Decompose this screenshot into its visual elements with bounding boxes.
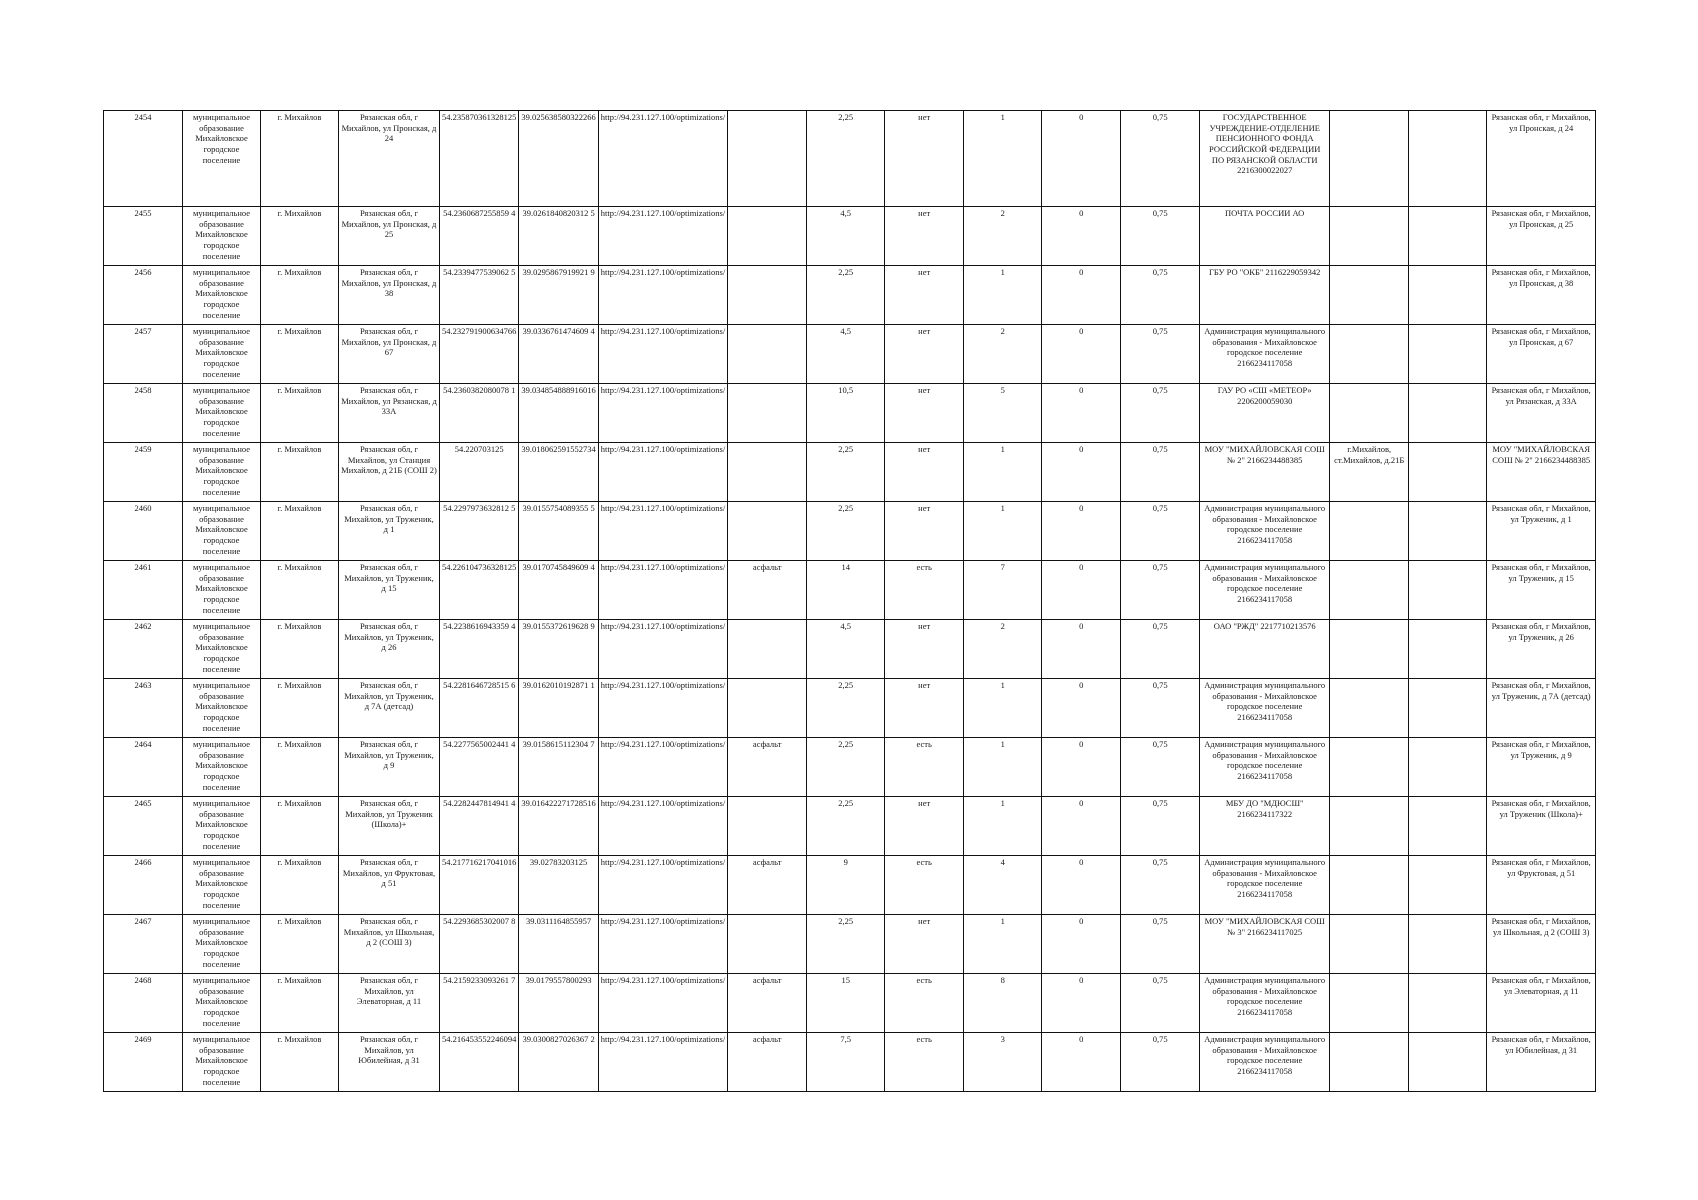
cell-id: 2460	[104, 502, 183, 561]
cell-city: г. Михайлов	[261, 443, 339, 502]
cell-owner: ГБУ РО "ОКБ" 2116229059342	[1200, 266, 1330, 325]
table-row	[104, 915, 1596, 974]
cell-source: Рязанская обл, г Михайлов, ул Пронская, д 24	[1487, 111, 1596, 207]
cell-owner-addr	[1330, 915, 1409, 974]
cell-mo: муниципальное образование Михайловское городское поселение	[183, 738, 261, 797]
cell-owner: МОУ "МИХАЙЛОВСКАЯ СОШ № 3" 2166234117025	[1200, 915, 1330, 974]
cell-cont: 1	[964, 915, 1042, 974]
cell-lon: 39.0162010192871 1	[519, 679, 598, 738]
cell-source: Рязанская обл, г Михайлов, ул Фруктовая, д 51	[1487, 856, 1596, 915]
cell-source: Рязанская обл, г Михайлов, ул Элеваторная, д 11	[1487, 974, 1596, 1033]
cell-owner: Администрация муниципального образования - Михайловское городское поселение 2166234117058	[1200, 679, 1330, 738]
cell-lon: 39.0295867919921 9	[519, 266, 598, 325]
cell-id: 2465	[104, 797, 183, 856]
cell-id: 2463	[104, 679, 183, 738]
cell-area: 4,5	[807, 325, 885, 384]
cell-mo: муниципальное образование Михайловское городское поселение	[183, 266, 261, 325]
cell-mo: муниципальное образование Михайловское городское поселение	[183, 679, 261, 738]
cell-area: 2,25	[807, 679, 885, 738]
cell-address: Рязанская обл, г Михайлов, ул Труженик, д 9	[339, 738, 440, 797]
cell-owner-addr	[1330, 111, 1409, 207]
cell-address: Рязанская обл, г Михайлов, ул Пронская, д 38	[339, 266, 440, 325]
cell-surface	[728, 325, 807, 384]
cell-area: 2,25	[807, 502, 885, 561]
cell-city: г. Михайлов	[261, 266, 339, 325]
cell-source: Рязанская обл, г Михайлов, ул Труженик, д 15	[1487, 561, 1596, 620]
cell-address: Рязанская обл, г Михайлов, ул Элеваторная, д 11	[339, 974, 440, 1033]
cell-cont2: 0	[1042, 915, 1121, 974]
cell-id: 2456	[104, 266, 183, 325]
cell-vol: 0,75	[1121, 1033, 1200, 1092]
cell-city: г. Михайлов	[261, 111, 339, 207]
cell-vol: 0,75	[1121, 207, 1200, 266]
cell-cont: 1	[964, 502, 1042, 561]
cell-surface: асфальт	[728, 738, 807, 797]
cell-cont: 1	[964, 111, 1042, 207]
cell-vol: 0,75	[1121, 266, 1200, 325]
cell-vol: 0,75	[1121, 679, 1200, 738]
cell-mo: муниципальное образование Михайловское городское поселение	[183, 207, 261, 266]
cell-area: 10,5	[807, 384, 885, 443]
cell-extra	[1409, 679, 1487, 738]
cell-url: http://94.231.127.100/optimizations/	[598, 915, 727, 974]
table-body	[104, 111, 1596, 1092]
cell-city: г. Михайлов	[261, 915, 339, 974]
cell-city: г. Михайлов	[261, 1033, 339, 1092]
cell-lat: 54.217716217041016	[440, 856, 519, 915]
cell-lat: 54.2282447814941 4	[440, 797, 519, 856]
cell-lon: 39.0261840820312 5	[519, 207, 598, 266]
cell-mo: муниципальное образование Михайловское городское поселение	[183, 620, 261, 679]
cell-city: г. Михайлов	[261, 325, 339, 384]
cell-lat: 54.220703125	[440, 443, 519, 502]
cell-extra	[1409, 266, 1487, 325]
cell-surface: асфальт	[728, 856, 807, 915]
cell-area: 2,25	[807, 443, 885, 502]
cell-area: 2,25	[807, 915, 885, 974]
cell-lat: 54.2339477539062 5	[440, 266, 519, 325]
cell-address: Рязанская обл, г Михайлов, ул Труженик (Школа)+	[339, 797, 440, 856]
cell-lat: 54.2297973632812 5	[440, 502, 519, 561]
cell-fence: нет	[885, 207, 964, 266]
cell-address: Рязанская обл, г Михайлов, ул Труженик, д 1	[339, 502, 440, 561]
cell-fence: нет	[885, 797, 964, 856]
cell-cont: 2	[964, 620, 1042, 679]
cell-fence: нет	[885, 111, 964, 207]
cell-fence: есть	[885, 856, 964, 915]
cell-cont: 5	[964, 384, 1042, 443]
cell-id: 2464	[104, 738, 183, 797]
cell-address: Рязанская обл, г Михайлов, ул Фруктовая, д 51	[339, 856, 440, 915]
cell-surface: асфальт	[728, 974, 807, 1033]
cell-lon: 39.0179557800293	[519, 974, 598, 1033]
cell-source: Рязанская обл, г Михайлов, ул Труженик, д 26	[1487, 620, 1596, 679]
cell-cont2: 0	[1042, 856, 1121, 915]
cell-extra	[1409, 915, 1487, 974]
cell-lat: 54.2360687255859 4	[440, 207, 519, 266]
cell-vol: 0,75	[1121, 797, 1200, 856]
cell-cont2: 0	[1042, 620, 1121, 679]
cell-owner: Администрация муниципального образования - Михайловское городское поселение 2166234117058	[1200, 561, 1330, 620]
cell-owner-addr	[1330, 502, 1409, 561]
cell-url: http://94.231.127.100/optimizations/	[598, 111, 727, 207]
cell-id: 2462	[104, 620, 183, 679]
cell-area: 4,5	[807, 620, 885, 679]
cell-cont2: 0	[1042, 974, 1121, 1033]
cell-cont: 3	[964, 1033, 1042, 1092]
cell-city: г. Михайлов	[261, 502, 339, 561]
cell-cont: 1	[964, 679, 1042, 738]
cell-extra	[1409, 856, 1487, 915]
cell-vol: 0,75	[1121, 384, 1200, 443]
cell-id: 2455	[104, 207, 183, 266]
cell-address: Рязанская обл, г Михайлов, ул Труженик, д 26	[339, 620, 440, 679]
cell-cont: 1	[964, 797, 1042, 856]
cell-area: 7,5	[807, 1033, 885, 1092]
cell-owner: ОАО "РЖД" 2217710213576	[1200, 620, 1330, 679]
cell-address: Рязанская обл, г Михайлов, ул Пронская, д 25	[339, 207, 440, 266]
table-row	[104, 620, 1596, 679]
cell-source: Рязанская обл, г Михайлов, ул Труженик, д 9	[1487, 738, 1596, 797]
cell-city: г. Михайлов	[261, 797, 339, 856]
cell-url: http://94.231.127.100/optimizations/	[598, 856, 727, 915]
cell-area: 15	[807, 974, 885, 1033]
cell-lat: 54.216453552246094	[440, 1033, 519, 1092]
cell-owner-addr	[1330, 384, 1409, 443]
cell-source: Рязанская обл, г Михайлов, ул Труженик, д 7А (детсад)	[1487, 679, 1596, 738]
cell-owner: МБУ ДО "МДЮСШ" 2166234117322	[1200, 797, 1330, 856]
cell-lon: 39.0170745849609 4	[519, 561, 598, 620]
cell-owner-addr	[1330, 679, 1409, 738]
cell-extra	[1409, 797, 1487, 856]
cell-owner: Администрация муниципального образования - Михайловское городское поселение 2166234117058	[1200, 325, 1330, 384]
cell-owner-addr	[1330, 738, 1409, 797]
table-row	[104, 443, 1596, 502]
cell-mo: муниципальное образование Михайловское городское поселение	[183, 443, 261, 502]
cell-cont: 8	[964, 974, 1042, 1033]
cell-lat: 54.2159233093261 7	[440, 974, 519, 1033]
cell-vol: 0,75	[1121, 738, 1200, 797]
cell-city: г. Михайлов	[261, 738, 339, 797]
cell-id: 2458	[104, 384, 183, 443]
cell-owner: Администрация муниципального образования - Михайловское городское поселение 2166234117058	[1200, 856, 1330, 915]
cell-owner-addr	[1330, 1033, 1409, 1092]
cell-mo: муниципальное образование Михайловское городское поселение	[183, 561, 261, 620]
cell-city: г. Михайлов	[261, 620, 339, 679]
cell-cont2: 0	[1042, 679, 1121, 738]
data-table	[103, 110, 1596, 1092]
cell-url: http://94.231.127.100/optimizations/	[598, 679, 727, 738]
cell-id: 2459	[104, 443, 183, 502]
table-row	[104, 1033, 1596, 1092]
cell-id: 2454	[104, 111, 183, 207]
cell-vol: 0,75	[1121, 856, 1200, 915]
cell-url: http://94.231.127.100/optimizations/	[598, 797, 727, 856]
cell-cont2: 0	[1042, 266, 1121, 325]
cell-surface	[728, 915, 807, 974]
cell-mo: муниципальное образование Михайловское городское поселение	[183, 384, 261, 443]
cell-surface	[728, 679, 807, 738]
cell-url: http://94.231.127.100/optimizations/	[598, 974, 727, 1033]
cell-owner-addr	[1330, 797, 1409, 856]
cell-owner: Администрация муниципального образования - Михайловское городское поселение 2166234117058	[1200, 738, 1330, 797]
cell-source: Рязанская обл, г Михайлов, ул Труженик, д 1	[1487, 502, 1596, 561]
cell-area: 2,25	[807, 111, 885, 207]
cell-id: 2467	[104, 915, 183, 974]
cell-surface: асфальт	[728, 1033, 807, 1092]
cell-cont2: 0	[1042, 111, 1121, 207]
table-row	[104, 384, 1596, 443]
cell-extra	[1409, 443, 1487, 502]
cell-url: http://94.231.127.100/optimizations/	[598, 502, 727, 561]
cell-id: 2469	[104, 1033, 183, 1092]
cell-lat: 54.2281646728515 6	[440, 679, 519, 738]
cell-fence: есть	[885, 561, 964, 620]
cell-owner: Администрация муниципального образования - Михайловское городское поселение 2166234117058	[1200, 974, 1330, 1033]
table-row	[104, 738, 1596, 797]
cell-url: http://94.231.127.100/optimizations/	[598, 738, 727, 797]
cell-owner-addr	[1330, 325, 1409, 384]
cell-id: 2466	[104, 856, 183, 915]
cell-owner-addr	[1330, 266, 1409, 325]
cell-city: г. Михайлов	[261, 679, 339, 738]
cell-url: http://94.231.127.100/optimizations/	[598, 207, 727, 266]
cell-vol: 0,75	[1121, 325, 1200, 384]
cell-cont2: 0	[1042, 797, 1121, 856]
cell-cont2: 0	[1042, 443, 1121, 502]
cell-extra	[1409, 384, 1487, 443]
cell-vol: 0,75	[1121, 915, 1200, 974]
cell-source: Рязанская обл, г Михайлов, ул Труженик (Школа)+	[1487, 797, 1596, 856]
cell-cont2: 0	[1042, 384, 1121, 443]
cell-city: г. Михайлов	[261, 384, 339, 443]
cell-source: Рязанская обл, г Михайлов, ул Школьная, д 2 (СОШ 3)	[1487, 915, 1596, 974]
cell-cont2: 0	[1042, 561, 1121, 620]
cell-extra	[1409, 974, 1487, 1033]
cell-extra	[1409, 502, 1487, 561]
cell-mo: муниципальное образование Михайловское городское поселение	[183, 325, 261, 384]
cell-lon: 39.016422271728516	[519, 797, 598, 856]
cell-area: 2,25	[807, 266, 885, 325]
cell-url: http://94.231.127.100/optimizations/	[598, 443, 727, 502]
cell-lat: 54.2238616943359 4	[440, 620, 519, 679]
cell-lon: 39.0300827026367 2	[519, 1033, 598, 1092]
cell-id: 2461	[104, 561, 183, 620]
cell-source: Рязанская обл, г Михайлов, ул Юбилейная, д 31	[1487, 1033, 1596, 1092]
cell-surface	[728, 797, 807, 856]
table-row	[104, 797, 1596, 856]
cell-owner-addr: г.Михайлов, ст.Михайлов, д.21Б	[1330, 443, 1409, 502]
cell-mo: муниципальное образование Михайловское городское поселение	[183, 915, 261, 974]
cell-lon: 39.025638580322266	[519, 111, 598, 207]
table-row	[104, 561, 1596, 620]
cell-source: МОУ "МИХАЙЛОВСКАЯ СОШ № 2" 2166234488385	[1487, 443, 1596, 502]
cell-address: Рязанская обл, г Михайлов, ул Рязанская, д 33А	[339, 384, 440, 443]
cell-lat: 54.2360382080078 1	[440, 384, 519, 443]
cell-mo: муниципальное образование Михайловское городское поселение	[183, 1033, 261, 1092]
cell-source: Рязанская обл, г Михайлов, ул Пронская, д 38	[1487, 266, 1596, 325]
table-row	[104, 856, 1596, 915]
cell-mo: муниципальное образование Михайловское городское поселение	[183, 856, 261, 915]
cell-cont: 1	[964, 266, 1042, 325]
cell-url: http://94.231.127.100/optimizations/	[598, 1033, 727, 1092]
cell-owner: Администрация муниципального образования - Михайловское городское поселение 2166234117058	[1200, 502, 1330, 561]
cell-fence: нет	[885, 620, 964, 679]
cell-lon: 39.034854888916016	[519, 384, 598, 443]
cell-surface	[728, 266, 807, 325]
cell-city: г. Михайлов	[261, 207, 339, 266]
cell-owner: ПОЧТА РОССИИ АО	[1200, 207, 1330, 266]
cell-lon: 39.0336761474609 4	[519, 325, 598, 384]
cell-owner-addr	[1330, 207, 1409, 266]
cell-lon: 39.018062591552734	[519, 443, 598, 502]
cell-address: Рязанская обл, г Михайлов, ул Пронская, д 67	[339, 325, 440, 384]
cell-fence: нет	[885, 502, 964, 561]
cell-lon: 39.02783203125	[519, 856, 598, 915]
cell-url: http://94.231.127.100/optimizations/	[598, 384, 727, 443]
table-row	[104, 111, 1596, 207]
cell-owner: Администрация муниципального образования - Михайловское городское поселение 2166234117058	[1200, 1033, 1330, 1092]
cell-cont2: 0	[1042, 738, 1121, 797]
cell-id: 2457	[104, 325, 183, 384]
cell-surface	[728, 111, 807, 207]
cell-vol: 0,75	[1121, 443, 1200, 502]
cell-cont: 1	[964, 443, 1042, 502]
cell-url: http://94.231.127.100/optimizations/	[598, 561, 727, 620]
cell-city: г. Михайлов	[261, 561, 339, 620]
cell-fence: есть	[885, 974, 964, 1033]
cell-extra	[1409, 1033, 1487, 1092]
cell-vol: 0,75	[1121, 620, 1200, 679]
cell-url: http://94.231.127.100/optimizations/	[598, 325, 727, 384]
cell-surface	[728, 384, 807, 443]
cell-cont: 2	[964, 207, 1042, 266]
cell-cont: 2	[964, 325, 1042, 384]
cell-fence: нет	[885, 325, 964, 384]
table-row	[104, 679, 1596, 738]
cell-area: 2,25	[807, 738, 885, 797]
cell-surface	[728, 502, 807, 561]
cell-surface	[728, 443, 807, 502]
cell-extra	[1409, 620, 1487, 679]
cell-vol: 0,75	[1121, 502, 1200, 561]
cell-cont: 4	[964, 856, 1042, 915]
cell-owner-addr	[1330, 561, 1409, 620]
cell-surface: асфальт	[728, 561, 807, 620]
cell-owner: МОУ "МИХАЙЛОВСКАЯ СОШ № 2" 2166234488385	[1200, 443, 1330, 502]
cell-cont: 1	[964, 738, 1042, 797]
cell-area: 4,5	[807, 207, 885, 266]
cell-address: Рязанская обл, г Михайлов, ул Станция Михайлов, д 21Б (СОШ 2)	[339, 443, 440, 502]
cell-extra	[1409, 111, 1487, 207]
cell-cont: 7	[964, 561, 1042, 620]
cell-vol: 0,75	[1121, 111, 1200, 207]
cell-lat: 54.226104736328125	[440, 561, 519, 620]
cell-fence: нет	[885, 384, 964, 443]
cell-lat: 54.2277565002441 4	[440, 738, 519, 797]
cell-fence: есть	[885, 1033, 964, 1092]
cell-surface	[728, 620, 807, 679]
cell-extra	[1409, 561, 1487, 620]
table-row	[104, 325, 1596, 384]
cell-fence: нет	[885, 443, 964, 502]
cell-owner: ГАУ РО «СШ «МЕТЕОР» 2206200059030	[1200, 384, 1330, 443]
cell-cont2: 0	[1042, 325, 1121, 384]
cell-owner: ГОСУДАРСТВЕННОЕ УЧРЕЖДЕНИЕ-ОТДЕЛЕНИЕ ПЕНСИОННОГО ФОНДА РОССИЙСКОЙ ФЕДЕРАЦИИ ПО РЯЗАНСКОЙ ОБЛАСТИ 2216300022027	[1200, 111, 1330, 207]
cell-fence: нет	[885, 266, 964, 325]
cell-surface	[728, 207, 807, 266]
table-row	[104, 974, 1596, 1033]
cell-lon: 39.0311164855957	[519, 915, 598, 974]
cell-city: г. Михайлов	[261, 974, 339, 1033]
cell-extra	[1409, 738, 1487, 797]
cell-lat: 54.232791900634766	[440, 325, 519, 384]
cell-source: Рязанская обл, г Михайлов, ул Рязанская, д 33А	[1487, 384, 1596, 443]
cell-area: 14	[807, 561, 885, 620]
cell-vol: 0,75	[1121, 974, 1200, 1033]
cell-fence: есть	[885, 738, 964, 797]
cell-source: Рязанская обл, г Михайлов, ул Пронская, д 67	[1487, 325, 1596, 384]
cell-city: г. Михайлов	[261, 856, 339, 915]
cell-mo: муниципальное образование Михайловское городское поселение	[183, 974, 261, 1033]
cell-owner-addr	[1330, 856, 1409, 915]
cell-address: Рязанская обл, г Михайлов, ул Юбилейная, д 31	[339, 1033, 440, 1092]
cell-area: 2,25	[807, 797, 885, 856]
cell-lat: 54.235870361328125	[440, 111, 519, 207]
cell-area: 9	[807, 856, 885, 915]
cell-fence: нет	[885, 679, 964, 738]
cell-cont2: 0	[1042, 207, 1121, 266]
cell-address: Рязанская обл, г Михайлов, ул Пронская, д 24	[339, 111, 440, 207]
cell-fence: нет	[885, 915, 964, 974]
cell-vol: 0,75	[1121, 561, 1200, 620]
cell-address: Рязанская обл, г Михайлов, ул Труженик, д 15	[339, 561, 440, 620]
cell-lat: 54.2293685302007 8	[440, 915, 519, 974]
cell-mo: муниципальное образование Михайловское городское поселение	[183, 502, 261, 561]
cell-mo: муниципальное образование Михайловское городское поселение	[183, 111, 261, 207]
cell-extra	[1409, 207, 1487, 266]
cell-address: Рязанская обл, г Михайлов, ул Труженик, д 7А (детсад)	[339, 679, 440, 738]
table-row	[104, 207, 1596, 266]
cell-id: 2468	[104, 974, 183, 1033]
table-row	[104, 502, 1596, 561]
cell-owner-addr	[1330, 620, 1409, 679]
cell-owner-addr	[1330, 974, 1409, 1033]
cell-url: http://94.231.127.100/optimizations/	[598, 620, 727, 679]
cell-lon: 39.0155372619628 9	[519, 620, 598, 679]
cell-cont2: 0	[1042, 502, 1121, 561]
table-row	[104, 266, 1596, 325]
cell-address: Рязанская обл, г Михайлов, ул Школьная, д 2 (СОШ 3)	[339, 915, 440, 974]
cell-lon: 39.0155754089355 5	[519, 502, 598, 561]
cell-mo: муниципальное образование Михайловское городское поселение	[183, 797, 261, 856]
cell-cont2: 0	[1042, 1033, 1121, 1092]
cell-source: Рязанская обл, г Михайлов, ул Пронская, д 25	[1487, 207, 1596, 266]
cell-extra	[1409, 325, 1487, 384]
cell-url: http://94.231.127.100/optimizations/	[598, 266, 727, 325]
cell-lon: 39.0158615112304 7	[519, 738, 598, 797]
